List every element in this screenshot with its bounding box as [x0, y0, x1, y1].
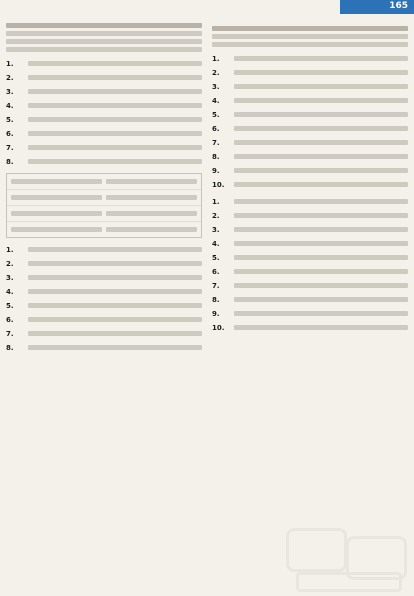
knowledge-table [6, 173, 202, 238]
list-item: 5. [6, 114, 202, 125]
list-item: 5. [6, 300, 202, 311]
table-row [7, 190, 201, 206]
watermark-text [296, 572, 402, 592]
list-item: 10. [212, 179, 408, 190]
list-item: 4. [6, 100, 202, 111]
list-item: 3. [6, 272, 202, 283]
list-item: 3. [212, 81, 408, 92]
list-item: 7. [6, 142, 202, 153]
list-item: 5. [212, 109, 408, 120]
list-item: 6. [6, 128, 202, 139]
list-item: 6. [212, 123, 408, 134]
list-item: 7. [212, 137, 408, 148]
list-item: 6. [6, 314, 202, 325]
list-item: 4. [212, 238, 408, 249]
list-item: 1. [6, 58, 202, 69]
intro-block [6, 23, 202, 52]
table-row [7, 222, 201, 237]
right-section-1-items [212, 53, 408, 190]
watermark-logo [286, 528, 406, 588]
list-item: 8. [212, 151, 408, 162]
list-item: 1. [212, 53, 408, 64]
list-item: 6. [212, 266, 408, 277]
list-item: 2. [6, 72, 202, 83]
right-column [212, 20, 408, 596]
table-row [7, 174, 201, 190]
list-item: 3. [212, 224, 408, 235]
list-item: 2. [6, 258, 202, 269]
list-item: 2. [212, 210, 408, 221]
header [0, 0, 414, 18]
list-item: 2. [212, 67, 408, 78]
table-row [7, 206, 201, 222]
list-item: 1. [6, 244, 202, 255]
left-section-2-items [6, 244, 202, 353]
page-number: 165 [389, 1, 408, 11]
list-item: 8. [6, 156, 202, 167]
list-item: 4. [212, 95, 408, 106]
list-item: 5. [212, 252, 408, 263]
left-section-1-items [6, 58, 202, 167]
watermark-shape [286, 528, 347, 572]
list-item: 8. [6, 342, 202, 353]
list-item: 4. [6, 286, 202, 297]
list-item: 8. [212, 294, 408, 305]
left-column [6, 20, 202, 596]
list-item: 1. [212, 196, 408, 207]
list-item: 7. [212, 280, 408, 291]
list-item: 9. [212, 308, 408, 319]
right-section-2-items [212, 196, 408, 333]
list-item: 9. [212, 165, 408, 176]
list-item: 7. [6, 328, 202, 339]
list-item: 3. [6, 86, 202, 97]
list-item: 10. [212, 322, 408, 333]
